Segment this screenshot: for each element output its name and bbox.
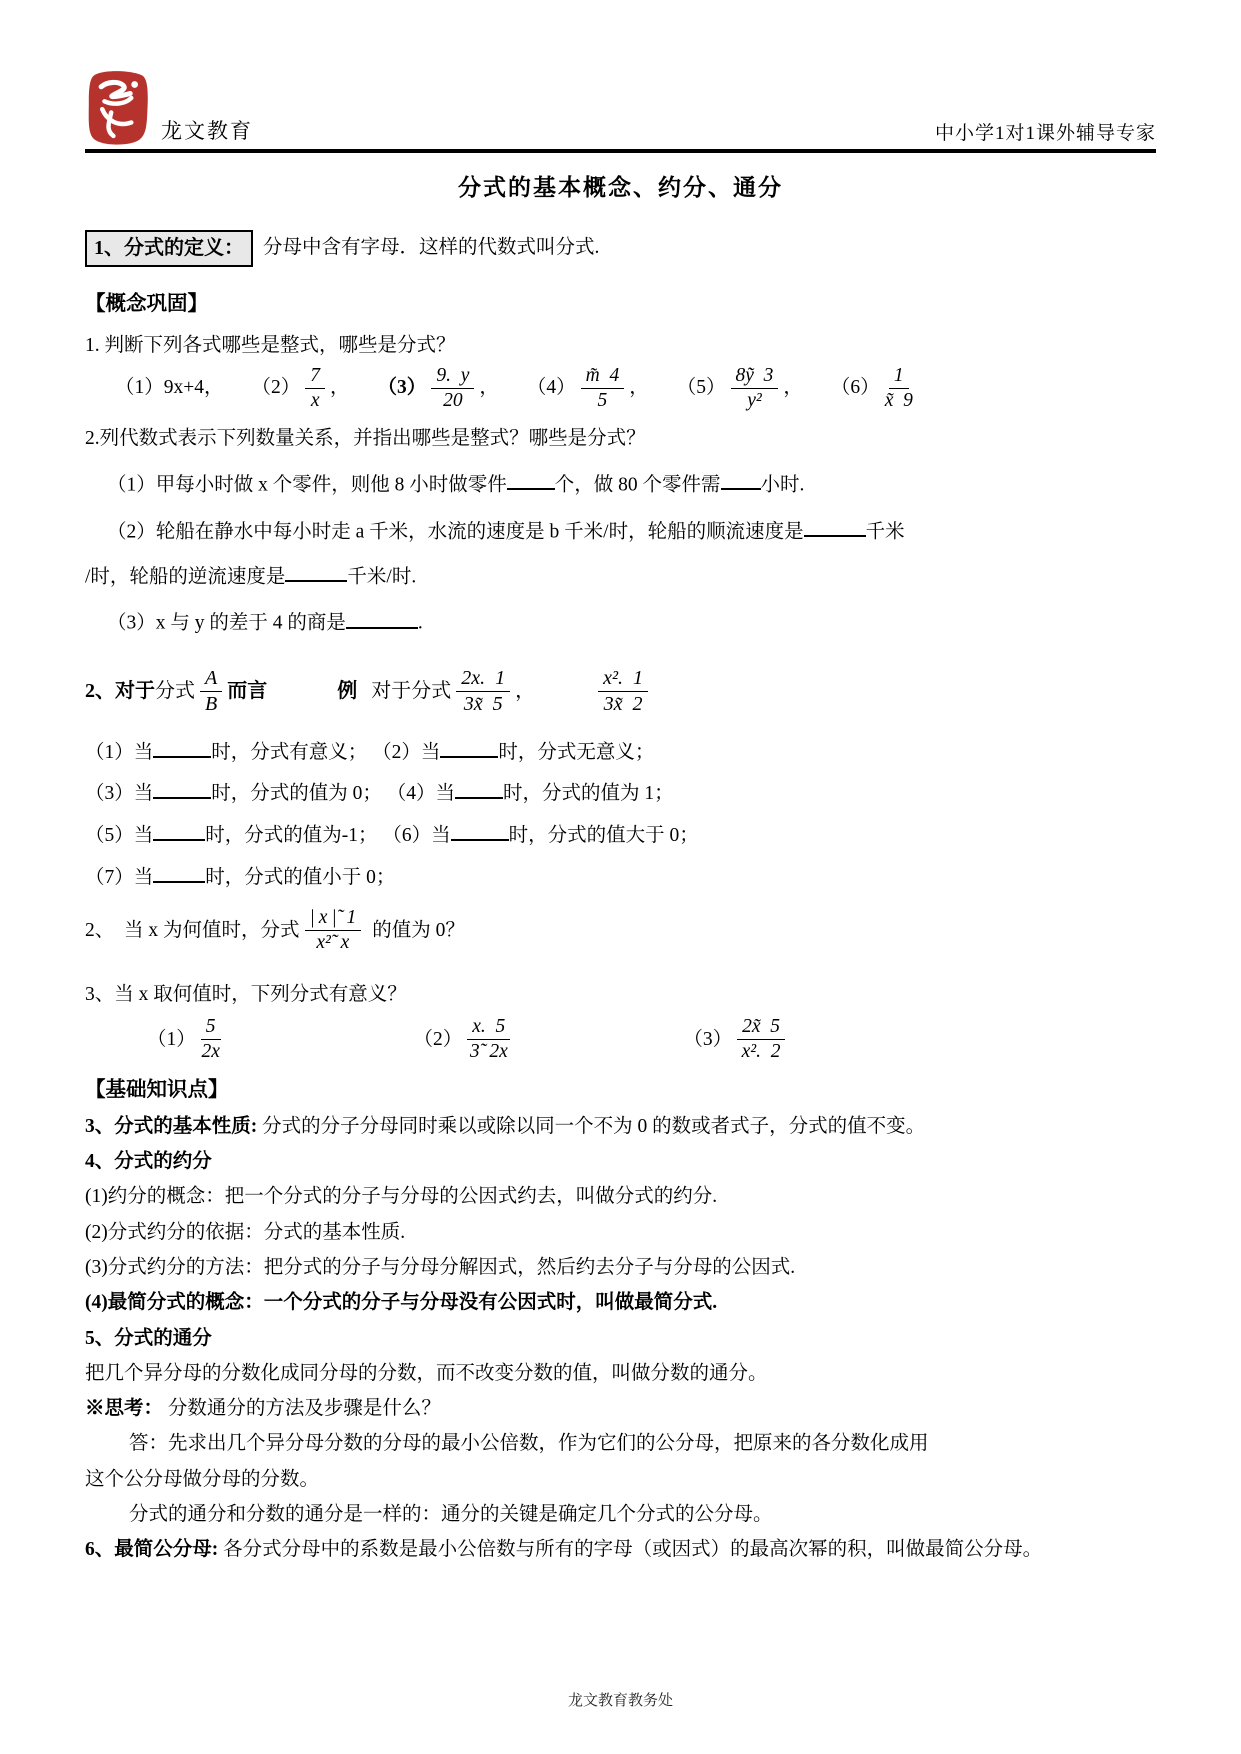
expr-prefix: （1）	[115, 377, 164, 399]
header-tagline: 中小学1对1课外辅导专家	[934, 123, 1156, 144]
fraction-numerator: 2x̃ 5	[737, 1016, 785, 1040]
expr-separator: ，	[479, 377, 499, 399]
fraction-denominator: 3x̃ 5	[463, 692, 503, 715]
text-run: ，	[515, 679, 536, 702]
answer-line-2: 这个公分母做分母的分数。	[85, 1468, 320, 1490]
fill-blank	[440, 737, 498, 758]
brand-name: 龙文教育	[161, 119, 253, 143]
problem3-expression-row	[85, 1016, 1156, 1063]
text-run: 时，分式的值小于 0；	[205, 867, 396, 889]
text-run: （3）当	[85, 783, 154, 805]
fraction	[305, 907, 362, 954]
text-run: （6）当	[382, 825, 451, 847]
condition-item	[85, 867, 395, 888]
text-run: （3）x 与 y 的差于 4 的商是	[107, 612, 346, 634]
fraction	[885, 365, 913, 412]
knowledge-item-5-label: 5、分式的通分	[85, 1327, 212, 1349]
fraction-numerator: | x |̃ 1	[305, 907, 362, 931]
fraction	[431, 365, 474, 412]
q2-sub2	[85, 517, 1156, 546]
fraction	[200, 667, 222, 715]
condition-item	[387, 783, 674, 804]
fill-blank	[153, 863, 205, 884]
text-run: 时，分式的值为 0；	[211, 783, 382, 805]
item-text: 各分式分母中的系数是最小公倍数与所有的字母（或因式）的最高次幂的积，叫做最简公分母。	[223, 1539, 1043, 1561]
text-run: 时，分式无意义；	[498, 741, 655, 763]
text-run: （2）当	[372, 741, 441, 763]
section-heading-concept: 【概念巩固】	[85, 293, 208, 315]
header	[85, 70, 1156, 153]
definition-text: 分母中含有字母．这样的代数式叫分式.	[263, 237, 600, 259]
q2-stem: 2.列代数式表示下列数量关系，并指出哪些是整式？哪些是分式？	[85, 427, 646, 449]
text-run: （1）当	[85, 741, 154, 763]
think-label: ※思考：	[85, 1398, 164, 1420]
text-run: （1）甲每小时做 x 个零件，则他 8 小时做零件	[107, 474, 507, 496]
fraction	[598, 667, 648, 715]
expr-prefix: （2）	[413, 1028, 463, 1050]
fraction-numerator: A	[200, 667, 222, 691]
fraction-denominator: 2x	[201, 1041, 220, 1063]
fraction-numerator: 5	[201, 1016, 221, 1040]
fraction	[201, 1016, 221, 1063]
knowledge-item-4-point: (3)分式约分的方法：把分式的分子与分母分解因式，然后约去分子与分母的公因式.	[85, 1256, 796, 1278]
knowledge-item-5-text: 把几个异分母的分数化成同分母的分数，而不改变分数的值，叫做分数的通分。	[85, 1362, 768, 1384]
condition-item	[85, 783, 382, 804]
condition-item	[372, 742, 654, 763]
fraction-numerator: m̃ 4	[581, 365, 625, 389]
fraction	[731, 365, 779, 412]
answer-line-1: 答：先求出几个异分母分数的分母的最小公倍数，作为它们的公分母，把原来的各分数化成用	[129, 1433, 929, 1455]
knowledge-item-4-label: 4、分式的约分	[85, 1150, 212, 1172]
fraction-denominator: 5	[597, 389, 608, 411]
text-run: /时，轮船的逆流速度是	[85, 566, 286, 588]
text-run: 千米	[865, 521, 905, 543]
fraction	[456, 667, 510, 715]
definition-label: 1、分式的定义：	[85, 230, 253, 267]
fraction-denominator: 3̃ 2x	[469, 1041, 508, 1063]
expression-item	[527, 365, 649, 412]
condition-row	[85, 821, 1156, 850]
fill-blank	[346, 608, 418, 629]
fill-blank	[721, 470, 761, 491]
expr-separator: ，	[629, 377, 649, 399]
text-run: （2）轮船在静水中每小时走 a 千米，水流的速度是 b 千米/时，轮船的顺流速度是	[107, 521, 804, 543]
text-run: 时，分式有意义；	[211, 741, 368, 763]
text-run: 时，分式的值大于 0；	[508, 825, 699, 847]
footer-text: 龙文教育教务处	[567, 1693, 673, 1709]
q2-sub1	[85, 470, 1156, 499]
q1-expression-row	[85, 365, 1156, 412]
think-text: 分数通分的方法及步骤是什么？	[167, 1398, 441, 1420]
expression-item	[252, 365, 350, 412]
fill-blank	[455, 779, 503, 800]
condition-row	[85, 863, 1156, 892]
item-label: 6、最简公分母:	[85, 1539, 219, 1561]
expr-prefix: （6）	[830, 377, 880, 399]
text-run: 时，分式的值为-1；	[205, 825, 378, 847]
expr-separator: ，	[330, 377, 350, 399]
fraction-denominator: 3x̃ 2	[603, 692, 643, 715]
answer-line-3: 分式的通分和分数的通分是一样的：通分的关键是确定几个分式的公分母。	[129, 1504, 773, 1526]
text-run: 千米/时.	[347, 566, 417, 588]
text-run: 时，分式的值为 1；	[503, 783, 674, 805]
text-run: .	[417, 612, 423, 634]
condition-item	[85, 825, 378, 846]
fraction-numerator: x. 5	[467, 1016, 510, 1040]
fraction-numerator: 9. y	[431, 365, 474, 389]
expression-item	[414, 1016, 516, 1063]
text-run: 小时.	[760, 474, 805, 496]
fraction-numerator: 1	[889, 365, 909, 389]
fraction-numerator: 2x. 1	[456, 667, 510, 691]
condition-item	[382, 825, 698, 846]
expr-prefix: （4）	[526, 377, 576, 399]
expr-prefix: （2）	[251, 377, 301, 399]
q2-sub2-cont	[85, 562, 1156, 591]
text-run: （5）当	[85, 825, 154, 847]
item-text: 分式的分子分母同时乘以或除以同一个不为 0 的数或者式子，分式的值不变。	[262, 1115, 926, 1137]
section2-lead	[85, 667, 1156, 715]
text-run: 个，做 80 个零件需	[554, 474, 721, 496]
fraction-denominator: 20	[443, 389, 463, 411]
expr-prefix: （3）	[683, 1028, 733, 1050]
condition-row	[85, 779, 1156, 808]
q2-sub3	[85, 608, 1156, 637]
knowledge-item-4-point4: (4)最简分式的概念：一个分式的分子与分母没有公因式时，叫做最简分式.	[85, 1292, 718, 1314]
fraction-denominator: x	[310, 389, 320, 411]
expression-item	[677, 365, 803, 412]
fill-blank	[153, 779, 211, 800]
expr-text: 9x+4，	[163, 377, 224, 399]
knowledge-item-3	[85, 1114, 1156, 1140]
knowledge-item-4-point: (1)约分的概念：把一个分式的分子与分母的公因式约去，叫做分式的约分.	[85, 1186, 718, 1208]
text-run: 2、对于	[85, 679, 155, 702]
condition-item	[85, 742, 367, 763]
fill-blank	[451, 821, 509, 842]
fill-blank	[153, 821, 205, 842]
text-run: 而言	[227, 679, 268, 702]
fill-blank	[285, 562, 347, 583]
knowledge-item-6	[85, 1537, 1156, 1563]
knowledge-item-4-point: (2)分式约分的依据：分式的基本性质.	[85, 1221, 406, 1243]
q1-stem: 1. 判断下列各式哪些是整式，哪些是分式？	[85, 334, 456, 356]
section-heading-knowledge: 【基础知识点】	[85, 1078, 229, 1101]
example-label: 例	[337, 679, 358, 702]
fraction-numerator: 7	[305, 365, 325, 389]
fraction-numerator: 8ỹ 3	[731, 365, 779, 389]
expr-prefix: （5）	[676, 377, 726, 399]
expression-item	[115, 375, 224, 401]
expression-item	[683, 1016, 790, 1063]
fill-blank	[153, 737, 211, 758]
text-run: 分式	[155, 679, 195, 702]
item-label: 3、分式的基本性质:	[85, 1115, 258, 1137]
fraction-denominator: x². 2	[741, 1041, 781, 1063]
definition-line	[85, 230, 1156, 267]
text-run: 对于分式	[371, 679, 452, 702]
fraction-numerator: x². 1	[598, 667, 648, 691]
condition-row	[85, 737, 1156, 766]
problem2-line	[85, 907, 1156, 954]
page-title: 分式的基本概念、约分、通分	[458, 175, 783, 200]
think-line	[85, 1396, 1156, 1422]
expression-item	[831, 365, 918, 412]
text-run: （4）当	[386, 783, 456, 805]
fraction-denominator: B	[205, 692, 218, 715]
fraction	[305, 365, 325, 412]
text-run: （7）当	[85, 867, 154, 889]
fraction	[467, 1016, 510, 1063]
expr-separator: ，	[783, 377, 803, 399]
fraction	[581, 365, 625, 412]
fill-blank	[507, 470, 555, 491]
fraction-denominator: x²̃ x	[316, 932, 350, 954]
fraction-denominator: y²	[747, 389, 762, 411]
problem3-stem: 3、当 x 取何值时，下列分式有意义？	[85, 984, 407, 1006]
longwen-seal-icon	[85, 70, 153, 146]
fraction-denominator: x̃ 9	[884, 389, 913, 411]
expr-prefix: （3）	[377, 377, 427, 399]
knowledge-section	[0, 1077, 1241, 1564]
expression-item	[147, 1016, 226, 1063]
expression-item	[378, 365, 499, 412]
text-run: 2、 当 x 为何值时，分式	[85, 919, 300, 941]
fill-blank	[804, 517, 866, 538]
fraction	[737, 1016, 785, 1063]
text-run: 的值为 0？	[372, 919, 465, 941]
expr-prefix: （1）	[147, 1028, 196, 1050]
